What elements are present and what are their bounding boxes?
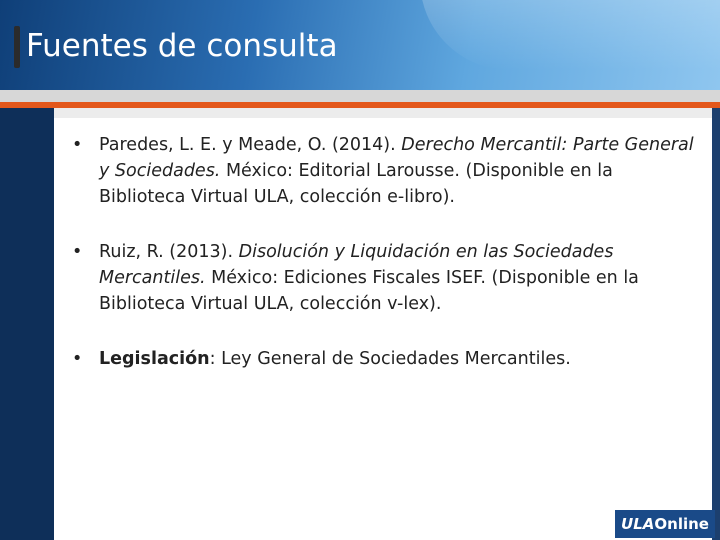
- reference-text: Ruiz, R. (2013).: [99, 242, 239, 262]
- reference-item-legislacion: [72, 346, 702, 372]
- bullet-icon: •: [72, 242, 83, 262]
- header-separator: [0, 90, 720, 102]
- ula-online-logo: [615, 510, 715, 538]
- reference-title: Disolución y Liquidación en las Sociedades Mercantiles.: [99, 242, 614, 288]
- logo-ula-text: ULA: [621, 515, 655, 533]
- bullet-icon: •: [72, 135, 83, 155]
- reference-text: Paredes, L. E. y Meade, O. (2014).: [99, 135, 402, 155]
- title-accent-bar: [14, 26, 20, 68]
- slide-header: [0, 0, 720, 90]
- reference-title: Derecho Mercantil: Parte General y Sociedades.: [99, 135, 694, 181]
- left-navy-stripe: [0, 108, 54, 540]
- logo-online-text: Online: [654, 515, 709, 533]
- reference-item-ruiz: [72, 239, 702, 317]
- header-gloss: [420, 0, 720, 70]
- reference-details: México: Editorial Larousse. (Disponible en la Biblioteca Virtual ULA, colección e-libro).: [99, 161, 613, 207]
- reference-list: [72, 132, 702, 401]
- reference-item-paredes: [72, 132, 702, 210]
- slide-title: Fuentes de consulta: [26, 28, 338, 64]
- reference-details: México: Ediciones Fiscales ISEF. (Disponible en la Biblioteca Virtual ULA, colección v-lex).: [99, 268, 639, 314]
- content-area: [54, 118, 712, 540]
- legislation-text: : Ley General de Sociedades Mercantiles.: [209, 349, 571, 369]
- content-separator: [0, 108, 720, 118]
- legislation-label: Legislación: [99, 349, 210, 369]
- bullet-icon: •: [72, 349, 83, 369]
- right-navy-stripe: [712, 108, 720, 540]
